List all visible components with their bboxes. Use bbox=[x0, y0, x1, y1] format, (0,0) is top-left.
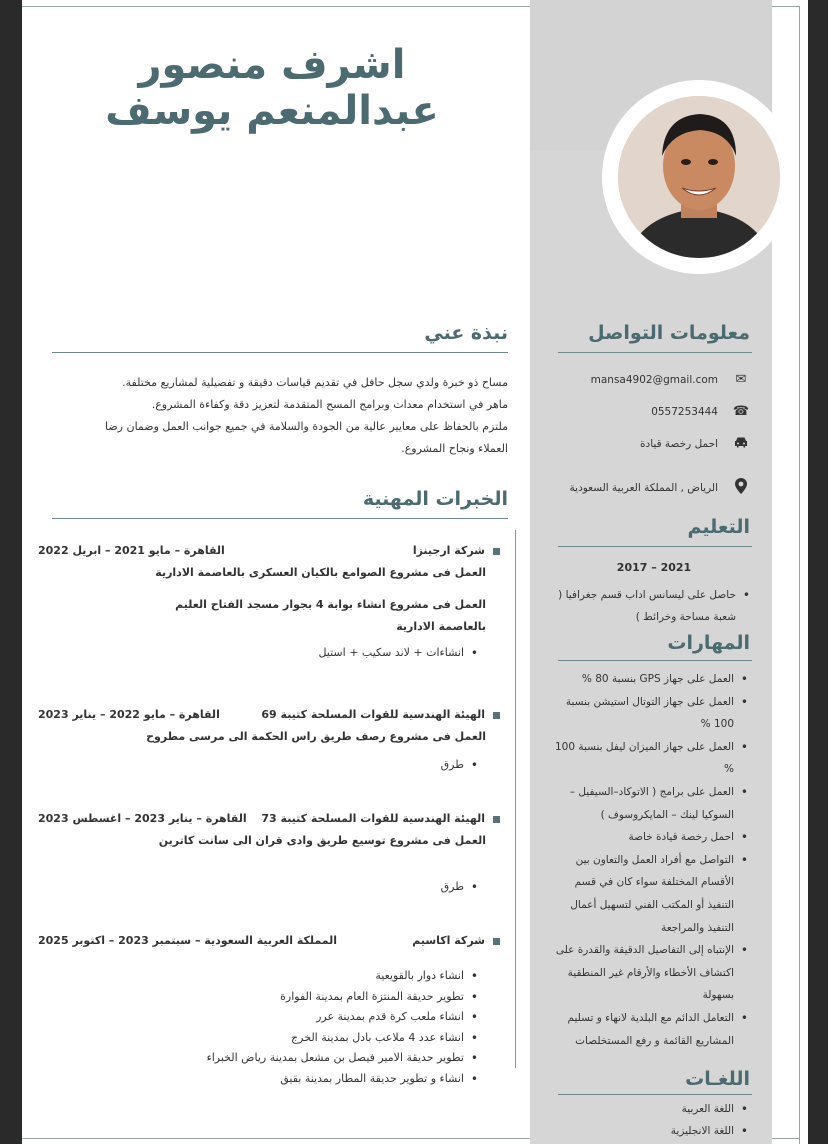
education-title: التعليم bbox=[687, 516, 750, 538]
job-3-header bbox=[38, 808, 500, 830]
about-text bbox=[52, 372, 508, 460]
contact-license: احمل رخصة قيادة bbox=[640, 438, 718, 450]
languages-title: اللغـات bbox=[685, 1068, 750, 1090]
job-4-bullet: • انشاء ملعب كرة قدم بمدينة عرر bbox=[38, 1007, 480, 1028]
car-icon bbox=[732, 436, 750, 452]
skill-item: • العمل على جهاز GPS بنسبة 80 % bbox=[552, 668, 750, 691]
job-1-desc-3: بالعاصمة الادارية bbox=[396, 620, 486, 633]
skill-item: • الإنتباه إلى التفاصيل الدقيقة والقدرة على اكتشاف الأخطاء والأرقام غير المنطقية بسهولة bbox=[552, 939, 750, 1007]
job-4-company-wrap bbox=[412, 930, 500, 952]
mail-icon: ✉ bbox=[735, 372, 747, 387]
contact-divider bbox=[558, 352, 752, 353]
job-4-bullet: • انشاء عدد 4 ملاعب بادل بمدينة الخرج bbox=[38, 1028, 480, 1049]
job-3-bullet: • طرق bbox=[38, 876, 480, 898]
job-3 bbox=[38, 808, 500, 898]
skill-item: • العمل على جهاز الميزان ليفل بنسبة 100 % bbox=[552, 736, 750, 781]
education-divider bbox=[558, 546, 752, 547]
skill-item: • العمل على برامج ( الاتوكاد–السيفيل – السوكيا لينك – المايكروسوف ) bbox=[552, 781, 750, 826]
job-2-company-wrap bbox=[261, 704, 500, 726]
skill-item: • العمل على جهاز التوتال استيشن بنسبة 100 % bbox=[552, 691, 750, 736]
job-1-desc-1: العمل فى مشروع الصوامع بالكيان العسكرى بالعاصمة الادارية bbox=[155, 566, 486, 579]
name-line-1: اشرف منصور bbox=[138, 42, 406, 88]
contact-license-row bbox=[550, 436, 750, 452]
skill-item: • احمل رخصة قيادة خاصة bbox=[552, 826, 750, 849]
experience-timeline bbox=[515, 530, 516, 1068]
skills-list bbox=[552, 668, 750, 1052]
job-2-bullet: • طرق bbox=[38, 754, 480, 776]
job-1-bullet: • انشاءات + لاند سكيب + استيل bbox=[38, 642, 480, 664]
education-years: 2017 – 2021 bbox=[616, 561, 692, 574]
location-pin-icon bbox=[732, 478, 750, 498]
job-1-company: شركة ارجينزا bbox=[412, 544, 485, 557]
job-1-company-wrap bbox=[413, 540, 500, 562]
education-list bbox=[556, 584, 752, 628]
education-item: • حاصل على ليسانس اداب قسم جغرافيا ( شعبة مساحة وخرائط ) bbox=[556, 584, 752, 628]
job-4-header bbox=[38, 930, 500, 952]
profile-photo-image bbox=[618, 96, 780, 258]
job-3-bullets bbox=[38, 876, 500, 898]
contact-location: الرياض , المملكة العربية السعودية bbox=[569, 482, 718, 494]
job-2-meta: القاهرة – مايو 2022 – يناير 2023 bbox=[38, 708, 220, 721]
skills-title: المهارات bbox=[667, 632, 750, 654]
job-1-meta: القاهرة – مايو 2021 – ابريل 2022 bbox=[38, 544, 225, 557]
skill-item: • التواصل مع أفراد العمل والتعاون بين الأقسام المختلفة سواء كان في قسم التنفيذ أو المكتب الفني لتسهيل أعمال التنفيذ والمراجعة bbox=[552, 849, 750, 939]
job-1-header bbox=[38, 540, 500, 562]
language-item: • اللغة العربية bbox=[560, 1098, 750, 1120]
job-3-desc-1: العمل فى مشروع توسيع طريق وادى قران الى سانت كاترين bbox=[158, 834, 486, 847]
square-bullet-icon bbox=[493, 548, 500, 555]
job-3-company-wrap bbox=[261, 808, 500, 830]
experience-title: الخبرات المهنية bbox=[362, 488, 508, 510]
square-bullet-icon bbox=[493, 712, 500, 719]
full-name bbox=[62, 42, 482, 134]
job-1-desc-2: العمل فى مشروع انشاء بوابة 4 بجوار مسجد الفتاح العليم bbox=[175, 598, 486, 611]
languages-divider bbox=[558, 1094, 752, 1095]
contact-title: معلومات التواصل bbox=[588, 322, 750, 344]
job-1 bbox=[38, 540, 500, 664]
contact-email[interactable]: mansa4902@gmail.com bbox=[590, 373, 718, 386]
skills-divider bbox=[558, 660, 752, 661]
job-4-bullet: • انشاء و تطوير حديقة المطار بمدينة بقيق bbox=[38, 1069, 480, 1090]
profile-photo bbox=[618, 96, 780, 258]
experience-divider bbox=[52, 518, 508, 519]
job-3-meta: القاهرة – يناير 2023 – اغسطس 2023 bbox=[38, 812, 247, 825]
language-item: • اللغة الانجليزية bbox=[560, 1120, 750, 1142]
about-line: العملاء ونجاح المشروع. bbox=[401, 442, 508, 455]
job-4-meta: المملكة العربية السعودية – سبتمبر 2023 – اكتوبر 2025 bbox=[38, 934, 338, 947]
job-4-bullet: • تطوير حديقة المنتزة العام بمدينة الفوارة bbox=[38, 987, 480, 1008]
languages-list bbox=[560, 1098, 750, 1142]
job-2-desc-1: العمل فى مشروع رصف طريق راس الحكمة الى مرسى مطروح bbox=[146, 730, 486, 743]
square-bullet-icon bbox=[493, 816, 500, 823]
job-2-company: الهيئة الهندسية للقوات المسلحة كتيبة 69 bbox=[261, 708, 485, 721]
job-4-bullet: • تطوير حديقة الامير فيصل بن مشعل بمدينة رياض الخبراء bbox=[38, 1048, 480, 1069]
skill-item: • التعامل الدائم مع البلدية لانهاء و تسليم المشاريع القائمة و رفع المستخلصات bbox=[552, 1007, 750, 1052]
about-line: ماهر في استخدام معدات وبرامج المسح المتقدمة لتعزيز دقة وكفاءة المشروع. bbox=[151, 398, 508, 411]
job-3-company: الهيئة الهندسية للقوات المسلحة كتيبة 73 bbox=[261, 812, 485, 825]
job-4 bbox=[38, 930, 500, 1089]
about-line: ملتزم بالحفاظ على معايير عالية من الجودة والسلامة في جميع جوانب العمل وضمان رضا bbox=[104, 420, 508, 433]
about-title: نبذة عني bbox=[424, 322, 508, 344]
resume-page bbox=[22, 0, 808, 1144]
about-line: مساح ذو خبرة ولدي سجل حافل في تقديم قياسات دقيقة و تفصيلية لمشاريع مختلفة. bbox=[122, 376, 508, 389]
job-4-bullet: • انشاء دوار بالقويعية bbox=[38, 966, 480, 987]
job-4-company: شركة اكاسيم bbox=[412, 934, 485, 947]
job-2-bullets bbox=[38, 754, 500, 776]
contact-phone[interactable]: 0557253444 bbox=[651, 405, 718, 418]
name-line-2: عبدالمنعم يوسف bbox=[105, 88, 439, 134]
phone-icon: ☎ bbox=[732, 404, 750, 419]
job-4-bullets bbox=[38, 966, 500, 1089]
contact-location-row bbox=[550, 478, 750, 498]
frame-line-right bbox=[799, 6, 800, 1144]
square-bullet-icon bbox=[493, 938, 500, 945]
job-2 bbox=[38, 704, 500, 776]
about-divider bbox=[52, 352, 508, 353]
contact-email-row bbox=[550, 372, 750, 387]
job-1-bullets bbox=[38, 642, 500, 664]
job-2-header bbox=[38, 704, 500, 726]
contact-phone-row bbox=[550, 404, 750, 419]
